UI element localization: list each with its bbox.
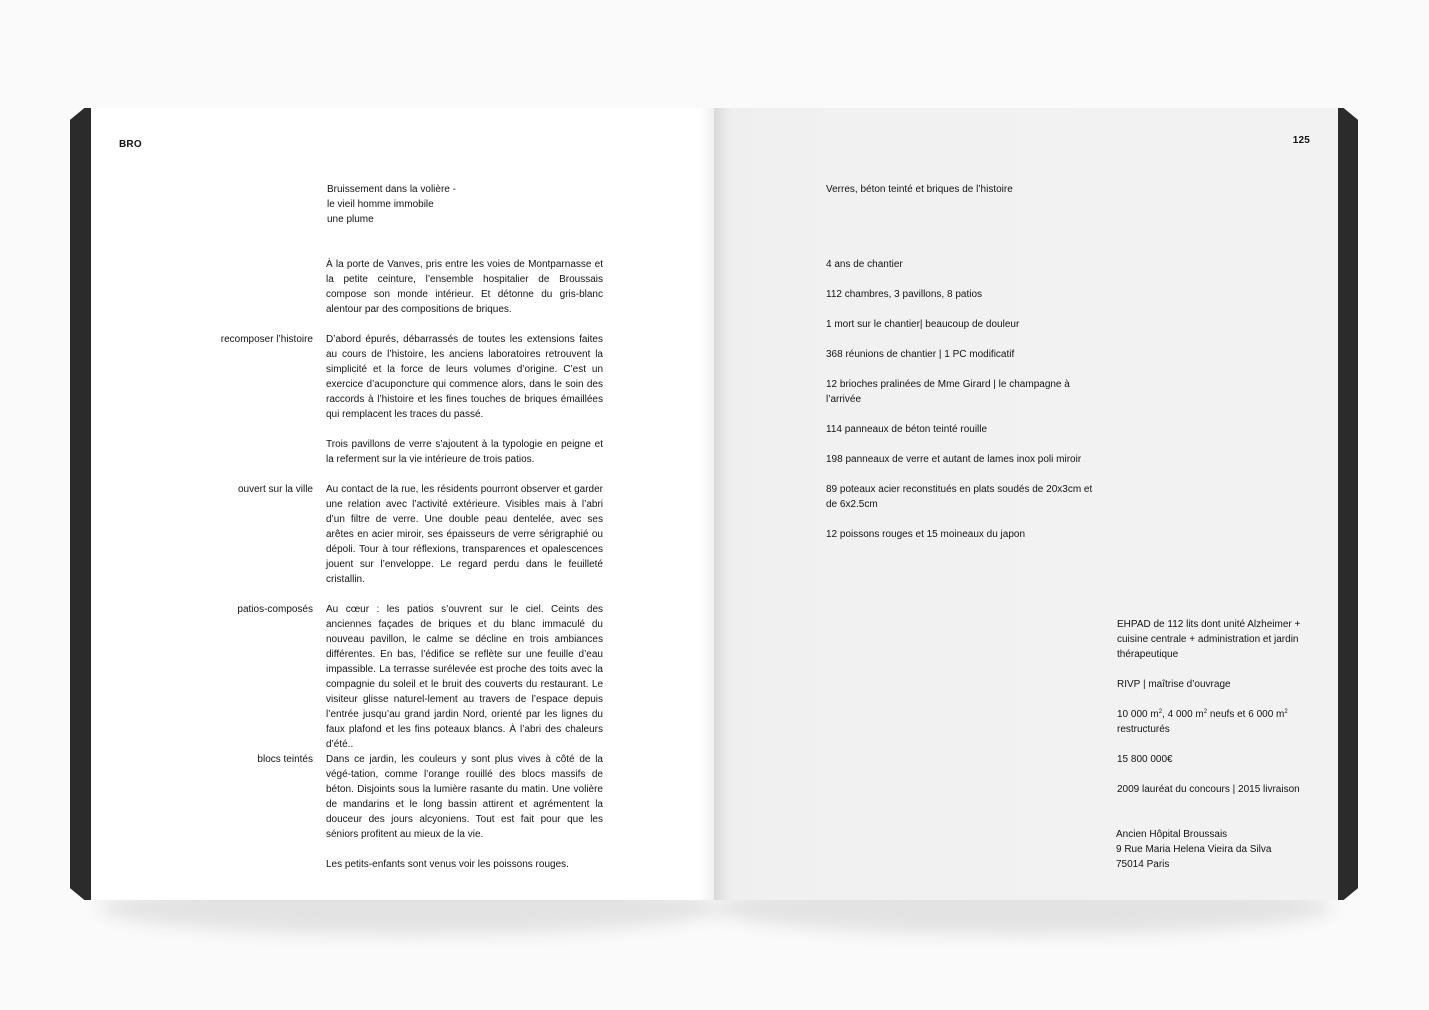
margin-label-patios: patios-composés [237,604,313,615]
address-block [1116,827,1271,872]
dates-info: 2009 lauréat du concours | 2015 livraison [1117,784,1300,795]
paragraph-ouvert: Au contact de la rue, les résidents pourront observer et garder une relation avec l’activité extérieure. Visibles mais à l’abri d’un filtre de verre. Une double peau dentelée, avec ses arêtes en acier miroir, ses épaisseurs de verre sérigraphié ou dépoli. Tour à tour réflexions, transparences et opalescences jouent sur l’enveloppe. Le regard perdu dans le feuilleté cristallin. [326,484,603,585]
paragraph-recomposer: D’abord épurés, débarrassés de toutes les extensions faites au cours de l’histoire, les anciens laboratoires retrouvent la simplicité et la force de leurs volumes d’origine. C’est un exercice d’acuponcture qui commence alors, dans le soin des raccords à l’histoire et les fines touches de briques émaillées qui remplacent les traces du passé. [326,334,603,420]
client-info: RIVP | maîtrise d’ouvrage [1117,679,1231,690]
paragraph-final: Les petits-enfants sont venus voir les poissons rouges. [326,859,569,870]
page-number: 125 [1292,135,1310,146]
fact-item: 12 poissons rouges et 15 moineaux du japon [826,529,1026,540]
address-line: 75014 Paris [1116,859,1170,870]
fact-item: 114 panneaux de béton teinté rouille [826,424,988,435]
fact-item: 89 poteaux acier reconstitués en plats soudés de 20x3cm et de 6x2.5cm [826,484,1093,510]
right-page [714,108,1338,900]
running-head: BRO [119,139,142,150]
cost-info: 15 800 000€ [1117,754,1173,765]
paragraph-intro: À la porte de Vanves, pris entre les voies de Montparnasse et la petite ceinture, l’ensemble hospitalier de Broussais compose son monde intérieur. Et détonne du gris-blanc alentour par des compositions de briques. [326,259,603,315]
address-line: 9 Rue Maria Helena Vieira da Silva [1116,844,1272,855]
fact-item: 112 chambres, 3 pavillons, 8 patios [826,289,983,300]
margin-label-blocs: blocs teintés [257,754,313,765]
paragraph-pavillons: Trois pavillons de verre s’ajoutent à la typologie en peigne et la referment sur la vie intérieure de trois patios. [326,439,603,465]
left-page [91,108,714,900]
margin-label-recomposer: recomposer l’histoire [220,334,313,345]
paragraph-blocs: Dans ce jardin, les couleurs y sont plus vives à côté de la végé-tation, comme l’orange rouillé des blocs massifs de béton. Disjoints sous la lumière rasante du matin. Une volière de mandarins et le long bassin attirent et agrémentent la douceur des jours alcyoniens. Tout est fait pour que les séniors profitent au mieux de la vie. [326,754,603,840]
fact-item: 368 réunions de chantier | 1 PC modificatif [826,349,1015,360]
margin-label-ouvert: ouvert sur la ville [237,484,313,495]
haiku [327,182,456,227]
fact-item: 198 panneaux de verre et autant de lames inox poli miroir [826,454,1082,465]
haiku-line: le vieil homme immobile [327,199,434,210]
program-info: EHPAD de 112 lits dont unité Alzheimer + cuisine centrale + administration et jardin thérapeutique [1117,619,1301,660]
section-heading: Verres, béton teinté et briques de l’histoire [826,184,1013,195]
haiku-line: une plume [327,214,374,225]
fact-item: 4 ans de chantier [826,259,903,270]
book-gutter [700,108,728,900]
fact-item: 1 mort sur le chantier| beaucoup de douleur [826,319,1020,330]
fact-item: 12 brioches pralinées de Mme Girard | le champagne à l’arrivée [826,379,1070,405]
surface-info: 10 000 $m^2$, 4 000 $m^2$ neufs et 6 000 $m^2$ restructurés [1117,709,1288,735]
paragraph-patios: Au cœur : les patios s’ouvrent sur le ciel. Ceints des anciennes façades de briques et du blanc immaculé du nouveau pavillon, le calme se décline en trois ambiances différentes. En bas, l’édifice se reflète sur une feuille d’eau impassible. La terrasse surélevée est proche des toits avec la compagnie du soleil et le bruit des couverts du restaurant. Le visiteur glisse naturel-lement au travers de l’espace depuis l’entrée jusqu’au grand jardin Nord, orienté par les lignes du faux plafond et les fins poteaux blancs. À l’abri des chaleurs d’été.. [326,604,603,750]
haiku-line: Bruissement dans la volière - [327,184,456,195]
address-line: Ancien Hôpital Broussais [1116,829,1228,840]
